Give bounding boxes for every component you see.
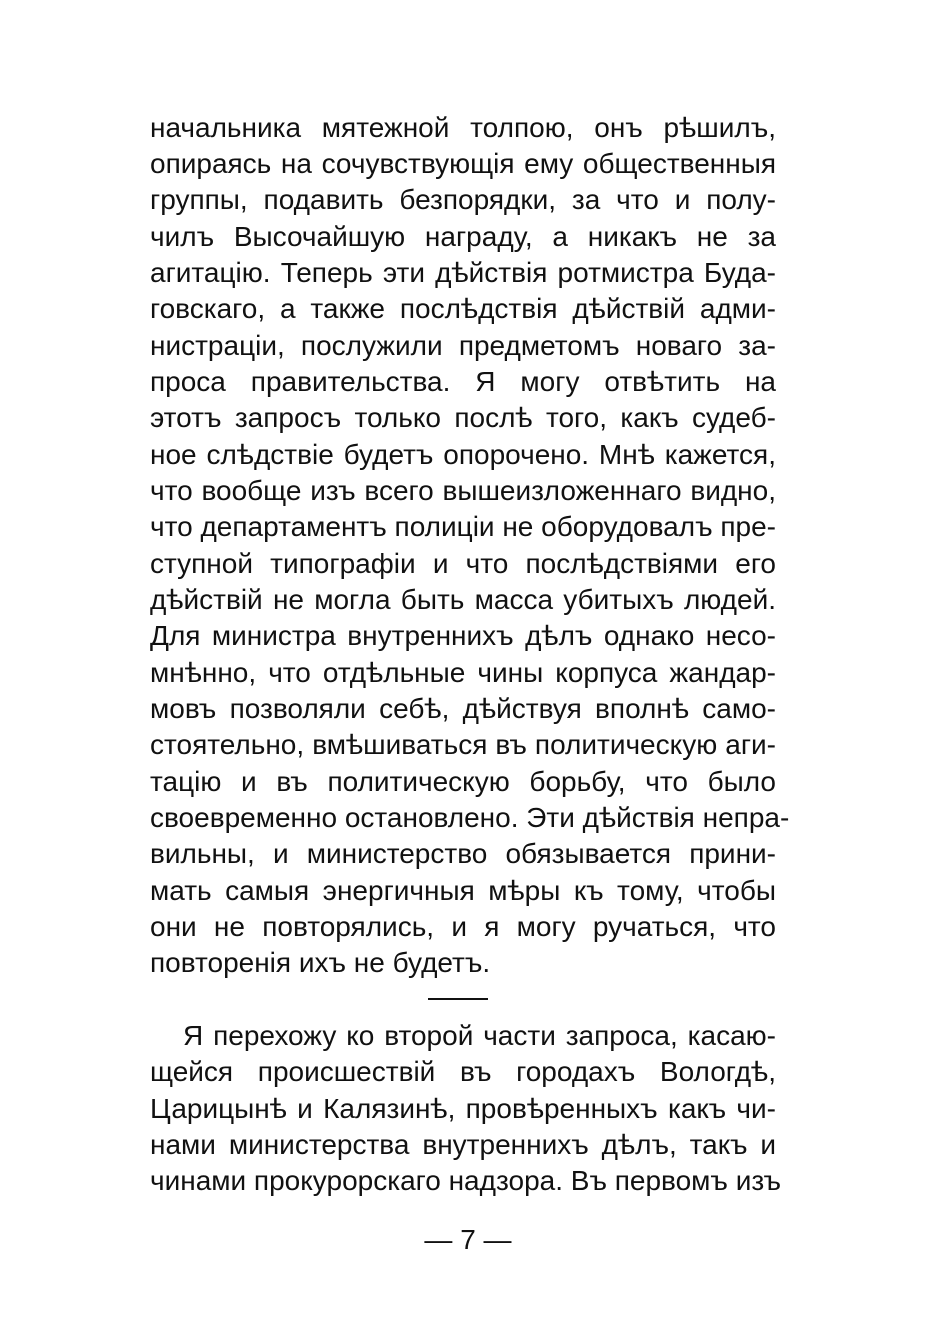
text-line: чинами прокурорскаго надзора. Въ первомъ изъ <box>150 1165 782 1196</box>
text-line: начальника мятежной толпою, онъ рѣшилъ, <box>150 112 776 143</box>
text-line: что вообще изъ всего вышеизложеннаго видно, <box>150 475 776 506</box>
text-line: дѣйствій не могла быть масса убитыхъ людей. <box>150 584 776 615</box>
section-divider <box>428 998 488 1000</box>
text-line: стоятельно, вмѣшиваться въ политическую аги- <box>150 729 776 760</box>
text-line: вильны, и министерство обязывается прини- <box>150 838 776 869</box>
text-line: мовъ позволяли себѣ, дѣйствуя вполнѣ само- <box>150 693 776 724</box>
text-line: что департаментъ полиціи не оборудовалъ пре- <box>150 511 776 542</box>
text-line: нами министерства внутреннихъ дѣлъ, такъ и <box>150 1129 776 1160</box>
text-line: опираясь на сочувствующія ему общественныя <box>150 148 776 179</box>
text-line: группы, подавить безпорядки, за что и полу- <box>150 184 776 215</box>
text-line: ное слѣдствіе будетъ опорочено. Мнѣ кажется, <box>150 439 776 470</box>
text-line: нистраціи, послужили предметомъ новаго за- <box>150 330 776 361</box>
text-line: они не повторялись, и я могу ручаться, что <box>150 911 776 942</box>
text-line: тацію и въ политическую борьбу, что было <box>150 766 776 797</box>
text-line: мать самыя энергичныя мѣры къ тому, чтобы <box>150 875 776 906</box>
text-line: агитацію. Теперь эти дѣйствія ротмистра Буда- <box>150 257 776 288</box>
text-line: чилъ Высочайшую награду, а никакъ не за <box>150 221 776 252</box>
text-line: щейся происшествій въ городахъ Вологдѣ, <box>150 1056 776 1087</box>
text-line: ступной типографіи и что послѣдствіями его <box>150 548 776 579</box>
text-line: говскаго, а также послѣдствія дѣйствій адми- <box>150 293 776 324</box>
text-line: проса правительства. Я могу отвѣтить на <box>150 366 776 397</box>
text-line: повторенія ихъ не будетъ. <box>150 947 491 978</box>
text-line: Я перехожу ко второй части запроса, касаю- <box>183 1020 776 1051</box>
text-line: Для министра внутреннихъ дѣлъ однако несо- <box>150 620 776 651</box>
text-line: этотъ запросъ только послѣ того, какъ судеб- <box>150 402 776 433</box>
text-line: Царицынѣ и Калязинѣ, провѣренныхъ какъ чи- <box>150 1093 776 1124</box>
page-number: — 7 — <box>424 1224 512 1255</box>
text-line: мнѣнно, что отдѣльные чины корпуса жандар- <box>150 657 776 688</box>
text-line: своевременно остановлено. Эти дѣйствія непра- <box>150 802 790 833</box>
